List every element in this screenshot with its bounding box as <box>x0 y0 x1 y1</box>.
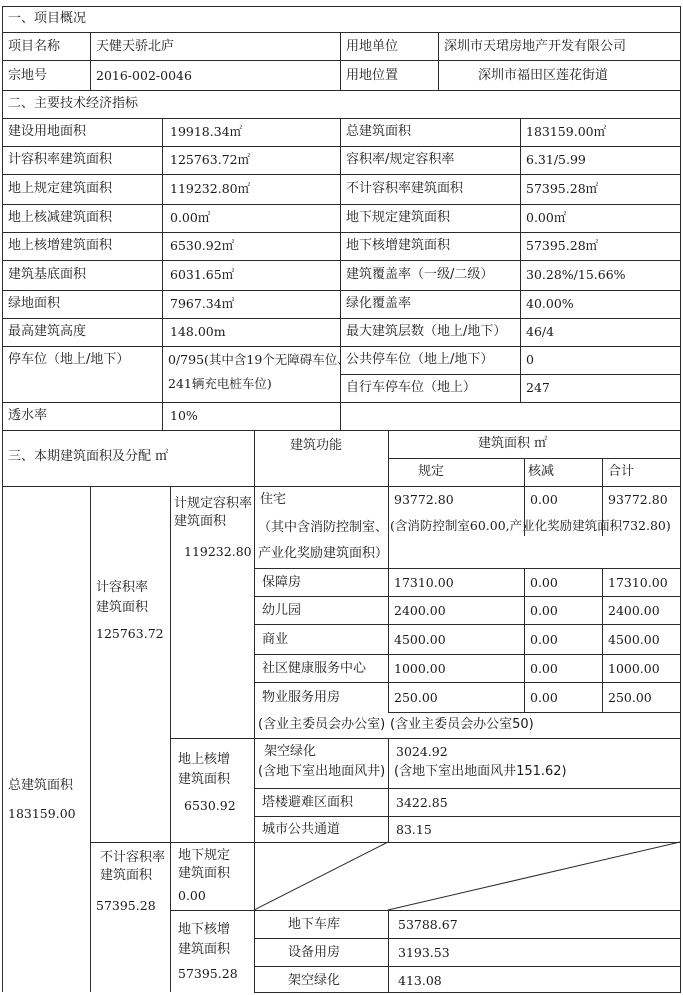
col-planned-header: 规定 <box>418 464 445 479</box>
total-area-value: 183159.00 <box>8 806 76 821</box>
planned-far-label-1: 计规定容积率 <box>174 496 253 511</box>
indicator-label: 总建筑面积 <box>346 124 412 139</box>
indicator-label: 容积率/规定容积率 <box>346 152 455 167</box>
indicator-label: 建设用地面积 <box>8 124 87 139</box>
table-row-name: 社区健康服务中心 <box>262 661 367 676</box>
indicator-label: 建筑覆盖率（一级/二级） <box>346 267 494 282</box>
indicator-label: 计容积率建筑面积 <box>8 152 113 167</box>
table-row-reduced: 0.00 <box>530 661 558 676</box>
col-reduced-header: 核减 <box>528 464 555 479</box>
indicator-value: 0.00㎡ <box>170 210 211 225</box>
section-3-title: 三、本期建筑面积及分配 ㎡ <box>8 449 169 464</box>
public-parking-value: 0 <box>526 352 534 367</box>
table-row-planned: 17310.00 <box>394 575 454 590</box>
parcel-label: 宗地号 <box>8 68 48 83</box>
equipment-room-label: 设备用房 <box>288 945 341 960</box>
indicator-value: 6530.92㎡ <box>170 238 235 253</box>
indicator-value: 57395.28㎡ <box>526 181 599 196</box>
indicator-value: 57395.28㎡ <box>526 238 599 253</box>
under-planned-label-2: 建筑面积 <box>178 866 231 881</box>
under-increase-label-1: 地下核增 <box>178 922 231 937</box>
table-row-total: 17310.00 <box>608 575 668 590</box>
above-increase-value: 6530.92 <box>184 798 236 813</box>
permeability-value: 10% <box>170 408 198 423</box>
elevated-green-2-value: 413.08 <box>398 973 442 988</box>
parcel-value: 2016-002-0046 <box>96 68 192 83</box>
land-unit-value: 深圳市天珺房地产开发有限公司 <box>444 39 627 54</box>
indicator-label: 绿化覆盖率 <box>346 296 412 311</box>
public-parking-label: 公共停车位（地上/地下） <box>346 352 494 367</box>
under-planned-label-1: 地下规定 <box>178 848 231 863</box>
bike-parking-label: 自行车停车位（地上） <box>346 380 477 395</box>
property-services-detail: (含业主委员会办公室50) <box>390 717 534 732</box>
table-row-name: 商业 <box>262 632 289 647</box>
indicator-label: 不计容积率建筑面积 <box>346 181 464 196</box>
table-row-total: 2400.00 <box>608 603 660 618</box>
bike-parking-value: 247 <box>526 380 550 395</box>
indicator-value: 148.00m <box>170 324 226 339</box>
section-1-title: 一、项目概况 <box>8 11 87 26</box>
indicator-value: 30.28%/15.66% <box>526 267 626 282</box>
indicator-label: 地上核减建筑面积 <box>8 210 113 225</box>
function-header: 建筑功能 <box>290 438 343 453</box>
area-header: 建筑面积 ㎡ <box>478 436 548 451</box>
elevated-green-label: 架空绿化 <box>264 744 317 759</box>
project-name-label: 项目名称 <box>8 39 61 54</box>
indicator-value: 6031.65㎡ <box>170 267 235 282</box>
public-passage-label: 城市公共通道 <box>262 822 341 837</box>
residential-reduced: 0.00 <box>530 492 558 507</box>
indicator-label: 地上核增建筑面积 <box>8 238 113 253</box>
indicator-value: 19918.34㎡ <box>170 124 243 139</box>
indicator-value: 6.31/5.99 <box>526 152 586 167</box>
property-services-total: 250.00 <box>608 690 652 705</box>
planned-far-value: 119232.80 <box>184 544 252 559</box>
section-2-title: 二、主要技术经济指标 <box>8 96 139 111</box>
col-total-header: 合计 <box>608 464 635 479</box>
non-far-label-2: 建筑面积 <box>100 868 153 883</box>
non-far-label-1: 不计容积率 <box>100 850 166 865</box>
refuge-area-value: 3422.85 <box>396 795 448 810</box>
parking-label: 停车位（地上/地下） <box>8 352 130 367</box>
planned-far-label-2: 建筑面积 <box>174 514 227 529</box>
residential-note-2: 产业化奖励建筑面积） <box>258 546 389 561</box>
residential-label: 住宅 <box>260 492 287 507</box>
indicator-label: 最大建筑层数（地上/地下） <box>346 324 507 339</box>
elevated-green-detail: (含地下室出地面风井151.62) <box>394 764 567 779</box>
table-row-planned: 1000.00 <box>394 661 446 676</box>
table-row-planned: 2400.00 <box>394 603 446 618</box>
table-row-reduced: 0.00 <box>530 575 558 590</box>
garage-label: 地下车库 <box>288 917 341 932</box>
indicator-value: 125763.72㎡ <box>170 152 251 167</box>
under-planned-value: 0.00 <box>178 888 206 903</box>
table-row-total: 1000.00 <box>608 661 660 676</box>
elevated-green-value: 3024.92 <box>396 744 448 759</box>
equipment-room-value: 3193.53 <box>398 945 450 960</box>
table-row-name: 幼儿园 <box>262 603 302 618</box>
garage-value: 53788.67 <box>398 917 458 932</box>
residential-detail: (含消防控制室60.00,产业化奖励建筑面积732.80) <box>390 518 671 533</box>
parking-value-line2: 241辆充电桩车位) <box>168 376 272 391</box>
residential-total: 93772.80 <box>608 492 668 507</box>
parking-value-line1: 0/795(其中含19个无障碍车位、 <box>168 352 350 367</box>
indicator-label: 建筑基底面积 <box>8 267 87 282</box>
location-label: 用地位置 <box>346 68 399 83</box>
property-services-reduced: 0.00 <box>530 690 558 705</box>
property-services-label: 物业服务用房 <box>262 690 341 705</box>
far-value: 125763.72 <box>96 626 164 641</box>
indicator-value: 40.00% <box>526 296 574 311</box>
total-area-label: 总建筑面积 <box>8 778 74 793</box>
elevated-green-2-label: 架空绿化 <box>288 973 341 988</box>
under-increase-label-2: 建筑面积 <box>178 942 231 957</box>
residential-note-1: （其中含消防控制室、 <box>258 520 389 535</box>
elevated-green-note: (含地下室出地面风井) <box>258 764 386 779</box>
indicator-label: 地下规定建筑面积 <box>346 210 451 225</box>
permeability-label: 透水率 <box>8 408 48 423</box>
indicator-label: 地下核增建筑面积 <box>346 238 451 253</box>
land-unit-label: 用地单位 <box>346 39 399 54</box>
indicator-value: 183159.00㎡ <box>526 124 607 139</box>
public-passage-value: 83.15 <box>396 822 432 837</box>
far-label-2: 建筑面积 <box>96 600 149 615</box>
under-increase-value: 57395.28 <box>178 966 238 981</box>
project-name-value: 天健天骄北庐 <box>96 39 175 54</box>
indicator-value: 46/4 <box>526 324 555 339</box>
indicator-label: 绿地面积 <box>8 296 61 311</box>
location-value: 深圳市福田区莲花街道 <box>478 68 609 83</box>
indicator-label: 最高建筑高度 <box>8 324 87 339</box>
property-services-planned: 250.00 <box>394 690 438 705</box>
above-increase-label-2: 建筑面积 <box>178 772 231 787</box>
non-far-value: 57395.28 <box>96 898 156 913</box>
property-services-note: (含业主委员会办公室) <box>258 717 386 732</box>
table-row-reduced: 0.00 <box>530 632 558 647</box>
refuge-area-label: 塔楼避难区面积 <box>262 795 354 810</box>
indicator-label: 地上规定建筑面积 <box>8 181 113 196</box>
indicator-value: 7967.34㎡ <box>170 296 235 311</box>
far-label-1: 计容积率 <box>96 580 149 595</box>
table-row-total: 4500.00 <box>608 632 660 647</box>
indicator-value: 119232.80㎡ <box>170 181 251 196</box>
indicator-value: 0.00㎡ <box>526 210 567 225</box>
above-increase-label-1: 地上核增 <box>178 752 231 767</box>
table-row-name: 保障房 <box>262 575 302 590</box>
residential-planned: 93772.80 <box>394 492 454 507</box>
table-row-planned: 4500.00 <box>394 632 446 647</box>
table-row-reduced: 0.00 <box>530 603 558 618</box>
